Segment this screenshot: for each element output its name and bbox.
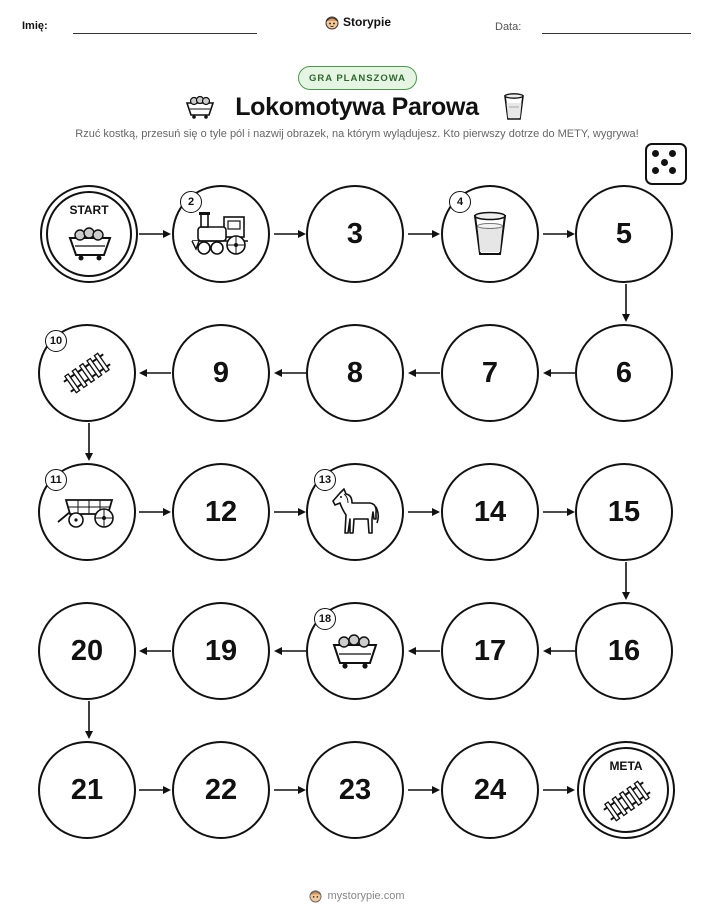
cell-number: 19 (204, 634, 238, 667)
cell-number: 22 (204, 773, 238, 806)
cell-number: 7 (481, 356, 499, 389)
cell-17[interactable] (441, 602, 539, 700)
cell-3[interactable] (306, 185, 404, 283)
cell-number: 23 (338, 773, 372, 806)
cell-8[interactable] (306, 324, 404, 422)
cell-start[interactable] (40, 185, 138, 283)
cell-number: 8 (346, 356, 364, 389)
cell-16[interactable] (575, 602, 673, 700)
pie-mascot-icon (309, 888, 322, 903)
cell-19[interactable] (172, 602, 270, 700)
cell-number-tag: 11 (45, 469, 67, 491)
wagon-icon (56, 492, 118, 532)
coal-cart-icon (66, 225, 114, 261)
cell-6[interactable] (575, 324, 673, 422)
cell-number-tag: 2 (180, 191, 202, 213)
finish-label: META (609, 759, 643, 773)
cell-number: 17 (473, 634, 507, 667)
glass-icon (471, 210, 509, 258)
coal-cart-icon (330, 632, 380, 670)
horse-icon (330, 487, 380, 537)
cell-number: 12 (204, 495, 238, 528)
cell-24[interactable] (441, 741, 539, 839)
cell-number: 5 (615, 217, 633, 250)
cell-12[interactable] (172, 463, 270, 561)
instructions: Rzuć kostką, przesuń się o tyle pól i nazwij obrazek, na którym wylądujesz. Kto pierwszy dotrze do METY, wygrywa! (75, 128, 639, 140)
cell-23[interactable] (306, 741, 404, 839)
brand-name: Storypie (343, 15, 392, 29)
footer-url[interactable]: mystorypie.com (327, 889, 405, 902)
cell-number: 24 (473, 773, 507, 806)
game-type-badge: GRA PLANSZOWA (298, 66, 417, 90)
cell-15[interactable] (575, 463, 673, 561)
locomotive-icon (190, 211, 252, 257)
cell-number: 20 (70, 634, 104, 667)
cell-9[interactable] (172, 324, 270, 422)
cell-21[interactable] (38, 741, 136, 839)
cell-22[interactable] (172, 741, 270, 839)
cell-number: 14 (473, 495, 507, 528)
cell-number: 21 (70, 773, 104, 806)
start-label: START (69, 203, 109, 217)
date-label: Data: (495, 21, 522, 33)
rail-track-icon (61, 353, 113, 393)
cell-number-tag: 10 (45, 330, 67, 352)
cell-14[interactable] (441, 463, 539, 561)
cell-number: 9 (212, 356, 230, 389)
page-title: Lokomotywa Parowa (235, 93, 479, 121)
footer (0, 888, 714, 903)
cell-number-tag: 13 (314, 469, 336, 491)
cell-5[interactable] (575, 185, 673, 283)
name-label: Imię: (22, 20, 48, 32)
cell-7[interactable] (441, 324, 539, 422)
cell-number-tag: 18 (314, 608, 336, 630)
cell-number: 3 (346, 217, 364, 250)
rail-track-icon (601, 781, 653, 821)
cell-meta[interactable] (577, 741, 675, 839)
cell-number: 6 (615, 356, 633, 389)
cell-number: 16 (607, 634, 641, 667)
cell-20[interactable] (38, 602, 136, 700)
cell-number-tag: 4 (449, 191, 471, 213)
cell-number: 15 (607, 495, 641, 528)
